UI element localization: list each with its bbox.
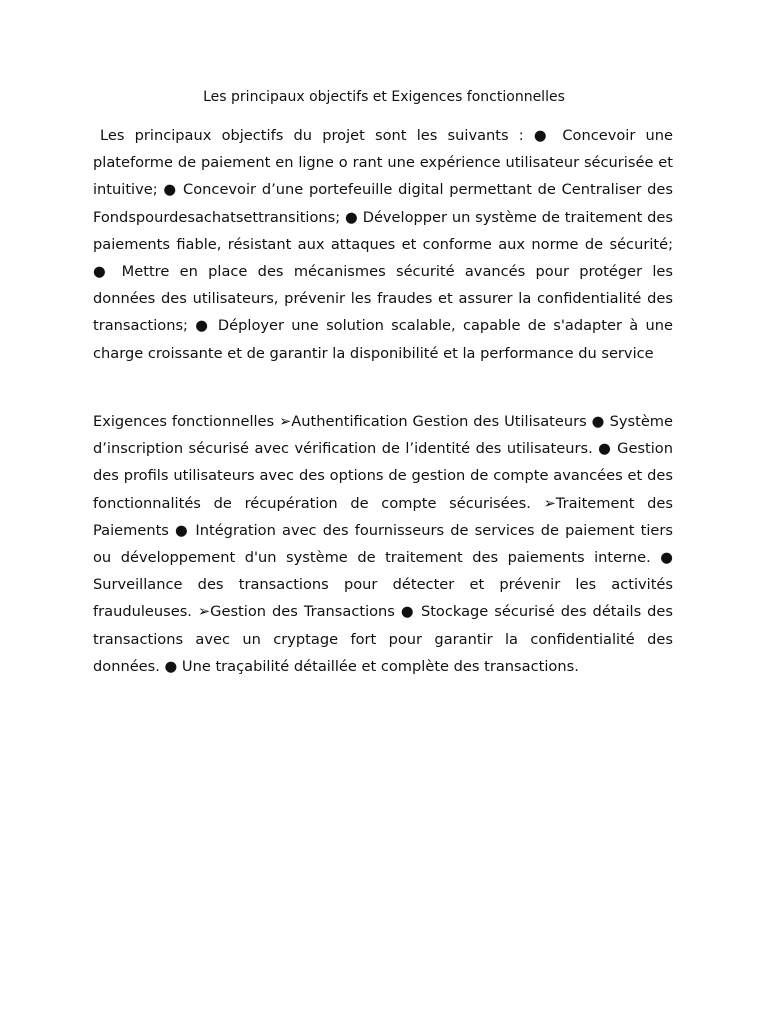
document-title: Les principaux objectifs et Exigences fonctionnelles <box>203 89 565 105</box>
paragraph-objectives-text: Les principaux objectifs du projet sont les suivants : ● Concevoir une plateforme de paiement en ligne o rant une expérience utilisateur sécurisée et intuitive; ● Concevoir d’une portefeuille digital permettant de Centraliser des Fondspourdesachatsettransitions; ● Développer un système de traitement des paiements fiable, résistant aux attaques et conforme aux norme de sécurité; ● Mettre en place des mécanismes sécurité avancés pour protéger les données des utilisateurs, prévenir les fraudes et assurer la confidentialité des transactions; ● Déployer une solution scalable, capable de s'adapter à une charge croissante et de garantir la disponibilité et la performance du service <box>93 127 673 362</box>
paragraph-objectives <box>93 122 673 367</box>
paragraph-functional-requirements: Exigences fonctionnelles ➢Authentification Gestion des Utilisateurs ● Système d’inscription sécurisé avec vérification de l’identité des utilisateurs. ● Gestion des profils utilisateurs avec des options de gestion de compte avancées et des fonctionnalités de récupération de compte sécurisées. ➢Traitement des Paiements ● Intégration avec des fournisseurs de services de paiement tiers ou développement d'un système de traitement des paiements interne. ● Surveillance des transactions pour détecter et prévenir les activités frauduleuses. ➢Gestion des Transactions ● Stockage sécurisé des détails des transactions avec un cryptage fort pour garantir la confidentialité des données. ● Une traçabilité détaillée et complète des transactions. <box>93 413 673 675</box>
